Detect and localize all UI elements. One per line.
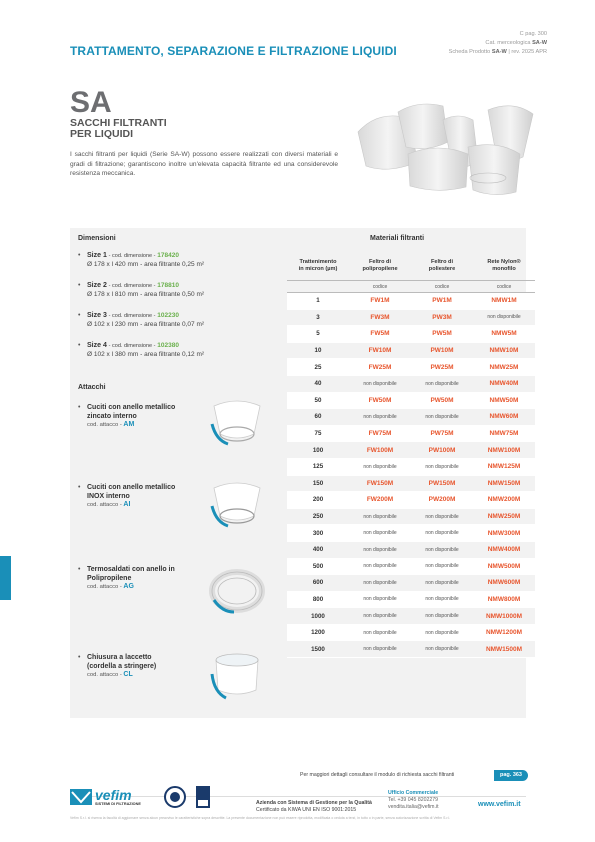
table-row xyxy=(287,342,535,359)
table-row xyxy=(287,558,535,575)
legal-notice: Vefim S.r.l. si riserva la facoltà di aggiornare senza alcun preavviso le caratteristiche sopra descritte. La presente documentazione non può essere riprodotta, modificata o ceduta a terzi, in tutto o in parte, senza autorizzazione scritta di Vefim S.r.l. xyxy=(70,816,451,820)
meta-sheet: Scheda Prodotto SA-W | rev. 2025 APR xyxy=(448,49,547,55)
side-tab xyxy=(0,556,11,600)
material-code-cell: non disponibile xyxy=(411,575,473,592)
micron-cell: 250 xyxy=(287,508,349,525)
section-title: TRATTAMENTO, SEPARAZIONE E FILTRAZIONE LIQUIDI xyxy=(70,44,397,58)
table-row xyxy=(287,425,535,442)
product-code: SA xyxy=(70,86,112,119)
drawstring-closure-image xyxy=(208,646,266,704)
material-code-cell: non disponibile xyxy=(411,525,473,542)
meta-category: Cat. merceologica SA-W xyxy=(485,40,547,46)
material-code-cell: NMW150M xyxy=(473,475,535,492)
micron-cell: 25 xyxy=(287,359,349,376)
material-code-cell: non disponibile xyxy=(349,558,411,575)
material-code-cell: non disponibile xyxy=(349,525,411,542)
material-code-cell: non disponibile xyxy=(411,558,473,575)
size-item: • Size 4 - cod. dimensione - 102380 Ø 102 x l 380 mm - area filtrante 0,12 m² xyxy=(78,342,205,358)
material-code-cell: NMW200M xyxy=(473,492,535,509)
material-code-cell: PW25M xyxy=(411,359,473,376)
attachments-heading: Attacchi xyxy=(78,384,106,391)
metal-ring-inox-image xyxy=(208,476,266,534)
attachment-item: • Termosaldati con anello in Polipropilene cod. attacco - AG xyxy=(78,566,175,590)
table-row xyxy=(287,375,535,392)
attachment-item: • Chiusura a laccetto (cordella a stringere) cod. attacco - CL xyxy=(78,654,157,678)
materials-heading: Materiali filtranti xyxy=(370,235,425,242)
size-item: • Size 1 - cod. dimensione - 178420 Ø 178 x l 420 mm - area filtrante 0,25 m² xyxy=(78,252,205,268)
table-row xyxy=(287,309,535,326)
certification-seal-icon xyxy=(164,786,186,808)
material-code-cell: FW3M xyxy=(349,309,411,326)
material-code-cell: PW200M xyxy=(411,492,473,509)
filter-bags-image xyxy=(348,92,538,200)
material-code-cell: NMW50M xyxy=(473,392,535,409)
sales-email-link[interactable]: vendita.italia@vefim.it xyxy=(388,804,439,810)
table-row xyxy=(287,458,535,475)
material-code-cell: non disponibile xyxy=(411,541,473,558)
micron-cell: 40 xyxy=(287,375,349,392)
material-code-cell: PW50M xyxy=(411,392,473,409)
material-code-cell: PW75M xyxy=(411,425,473,442)
material-code-cell: NMW40M xyxy=(473,375,535,392)
code-label: codice xyxy=(349,281,411,293)
material-code-cell: non disponibile xyxy=(411,375,473,392)
col-polypropylene-header: Feltro di polipropilene xyxy=(362,259,398,272)
material-code-cell: NMW125M xyxy=(473,458,535,475)
bullet-icon: • xyxy=(78,654,81,661)
code-label: codice xyxy=(473,281,535,293)
material-code-cell: PW150M xyxy=(411,475,473,492)
material-code-cell: FW100M xyxy=(349,442,411,459)
material-code-cell: PW10M xyxy=(411,342,473,359)
bullet-icon: • xyxy=(78,484,81,491)
table-row xyxy=(287,293,535,310)
table-row xyxy=(287,591,535,608)
size-item: • Size 2 - cod. dimensione - 178810 Ø 178 x l 810 mm - area filtrante 0,50 m² xyxy=(78,282,205,298)
material-code-cell: NMW1200M xyxy=(473,624,535,641)
micron-cell: 60 xyxy=(287,409,349,426)
size-item: • Size 3 - cod. dimensione - 102230 Ø 102 x l 230 mm - area filtrante 0,07 m² xyxy=(78,312,205,328)
micron-cell: 75 xyxy=(287,425,349,442)
meta-page: C pag. 300 xyxy=(519,31,547,37)
material-code-cell: non disponibile xyxy=(411,624,473,641)
dimensions-heading: Dimensioni xyxy=(78,235,116,242)
material-code-cell: PW1M xyxy=(411,293,473,310)
sales-contact: Ufficio Commerciale Tel. +39 045 8202279 vendita.italia@vefim.it xyxy=(388,790,439,810)
micron-cell: 150 xyxy=(287,475,349,492)
material-code-cell: non disponibile xyxy=(349,624,411,641)
material-code-cell: NMW100M xyxy=(473,442,535,459)
metal-ring-zinc-image xyxy=(208,394,266,452)
vefim-logo-mark-icon xyxy=(70,789,92,805)
material-code-cell: non disponibile xyxy=(349,641,411,658)
material-code-cell: non disponibile xyxy=(473,309,535,326)
material-code-cell: NMW75M xyxy=(473,425,535,442)
table-row xyxy=(287,624,535,641)
material-code-cell: non disponibile xyxy=(411,409,473,426)
micron-cell: 1000 xyxy=(287,608,349,625)
material-code-cell: FW200M xyxy=(349,492,411,509)
micron-cell: 200 xyxy=(287,492,349,509)
material-code-cell: NMW600M xyxy=(473,575,535,592)
material-code-cell: NMW500M xyxy=(473,558,535,575)
material-code-cell: NMW300M xyxy=(473,525,535,542)
table-row xyxy=(287,575,535,592)
table-row xyxy=(287,525,535,542)
material-code-cell: FW150M xyxy=(349,475,411,492)
material-code-cell: NMW25M xyxy=(473,359,535,376)
micron-cell: 125 xyxy=(287,458,349,475)
table-row xyxy=(287,359,535,376)
material-code-cell: NMW1000M xyxy=(473,608,535,625)
material-code-cell: PW100M xyxy=(411,442,473,459)
bullet-icon: • xyxy=(78,404,81,411)
table-row xyxy=(287,409,535,426)
material-code-cell: FW1M xyxy=(349,293,411,310)
website-link[interactable]: www.vefim.it xyxy=(478,801,521,808)
material-code-cell: NMW250M xyxy=(473,508,535,525)
material-code-cell: non disponibile xyxy=(349,541,411,558)
materials-table xyxy=(287,252,535,658)
logo-tagline: SISTEMI DI FILTRAZIONE xyxy=(95,802,141,806)
material-code-cell: FW5M xyxy=(349,326,411,343)
table-row xyxy=(287,475,535,492)
material-code-cell: FW10M xyxy=(349,342,411,359)
col-polyester-header: Feltro di poliestere xyxy=(428,259,456,272)
page-reference-button[interactable]: pag. 363 xyxy=(494,770,528,781)
micron-cell: 1200 xyxy=(287,624,349,641)
material-code-cell: PW3M xyxy=(411,309,473,326)
material-code-cell: NMW60M xyxy=(473,409,535,426)
micron-cell: 800 xyxy=(287,591,349,608)
micron-cell: 3 xyxy=(287,309,349,326)
material-code-cell: non disponibile xyxy=(411,608,473,625)
material-code-cell: FW25M xyxy=(349,359,411,376)
micron-cell: 1 xyxy=(287,293,349,310)
polypropylene-ring-image xyxy=(208,562,266,620)
table-row xyxy=(287,541,535,558)
material-code-cell: non disponibile xyxy=(349,375,411,392)
table-row xyxy=(287,608,535,625)
table-row xyxy=(287,508,535,525)
table-row xyxy=(287,442,535,459)
table-row xyxy=(287,641,535,658)
materials-table-body xyxy=(287,293,535,658)
product-subtitle: SACCHI FILTRANTI PER LIQUIDI xyxy=(70,117,167,140)
material-code-cell: non disponibile xyxy=(349,591,411,608)
material-code-cell: non disponibile xyxy=(349,458,411,475)
table-row xyxy=(287,492,535,509)
material-code-cell: NMW1M xyxy=(473,293,535,310)
material-code-cell: FW75M xyxy=(349,425,411,442)
footer-note: Per maggiori dettagli consultare il modulo di richiesta sacchi filtranti xyxy=(300,772,455,778)
material-code-cell: non disponibile xyxy=(411,508,473,525)
document-meta xyxy=(449,30,547,57)
micron-cell: 1500 xyxy=(287,641,349,658)
micron-cell: 500 xyxy=(287,558,349,575)
micron-cell: 50 xyxy=(287,392,349,409)
material-code-cell: non disponibile xyxy=(411,458,473,475)
product-intro: I sacchi filtranti per liquidi (Serie SA-W) possono essere realizzati con diversi materiali e gradi di filtrazione; garantiscono inoltre un'elevata capacità filtrante ed una considerevole resistenza meccanica. xyxy=(70,151,338,177)
table-row xyxy=(287,326,535,343)
logo-wordmark: vefim xyxy=(95,787,132,803)
bullet-icon: • xyxy=(78,252,81,259)
code-label: codice xyxy=(411,281,473,293)
material-code-cell: NMW10M xyxy=(473,342,535,359)
material-code-cell: NMW5M xyxy=(473,326,535,343)
col-micron-header: Trattenimento in micron (µm) xyxy=(298,259,338,272)
material-code-cell: NMW1500M xyxy=(473,641,535,658)
bullet-icon: • xyxy=(78,282,81,289)
micron-cell: 10 xyxy=(287,342,349,359)
micron-cell: 400 xyxy=(287,541,349,558)
material-code-cell: non disponibile xyxy=(349,575,411,592)
material-code-cell: FW50M xyxy=(349,392,411,409)
micron-cell: 600 xyxy=(287,575,349,592)
material-code-cell: non disponibile xyxy=(349,508,411,525)
kiwa-mark-icon xyxy=(196,786,210,808)
bullet-icon: • xyxy=(78,566,81,573)
col-nylon-header: Rete Nylon® monofilo xyxy=(487,259,521,272)
material-code-cell: non disponibile xyxy=(349,409,411,426)
micron-cell: 300 xyxy=(287,525,349,542)
bullet-icon: • xyxy=(78,312,81,319)
micron-cell: 100 xyxy=(287,442,349,459)
micron-cell: 5 xyxy=(287,326,349,343)
table-row xyxy=(287,392,535,409)
material-code-cell: non disponibile xyxy=(411,641,473,658)
material-code-cell: PW5M xyxy=(411,326,473,343)
material-code-cell: non disponibile xyxy=(411,591,473,608)
material-code-cell: NMW400M xyxy=(473,541,535,558)
attachment-item: • Cuciti con anello metallico INOX interno cod. attacco - AI xyxy=(78,484,176,508)
material-code-cell: non disponibile xyxy=(349,608,411,625)
quality-certification: Azienda con Sistema di Gestione per la Qualità Certificato da KIWA UNI EN ISO 9001:2015 xyxy=(256,800,372,813)
material-code-cell: NMW800M xyxy=(473,591,535,608)
vefim-logo xyxy=(70,787,154,809)
attachment-item: • Cuciti con anello metallico zincato interno cod. attacco - AM xyxy=(78,404,176,428)
bullet-icon: • xyxy=(78,342,81,349)
